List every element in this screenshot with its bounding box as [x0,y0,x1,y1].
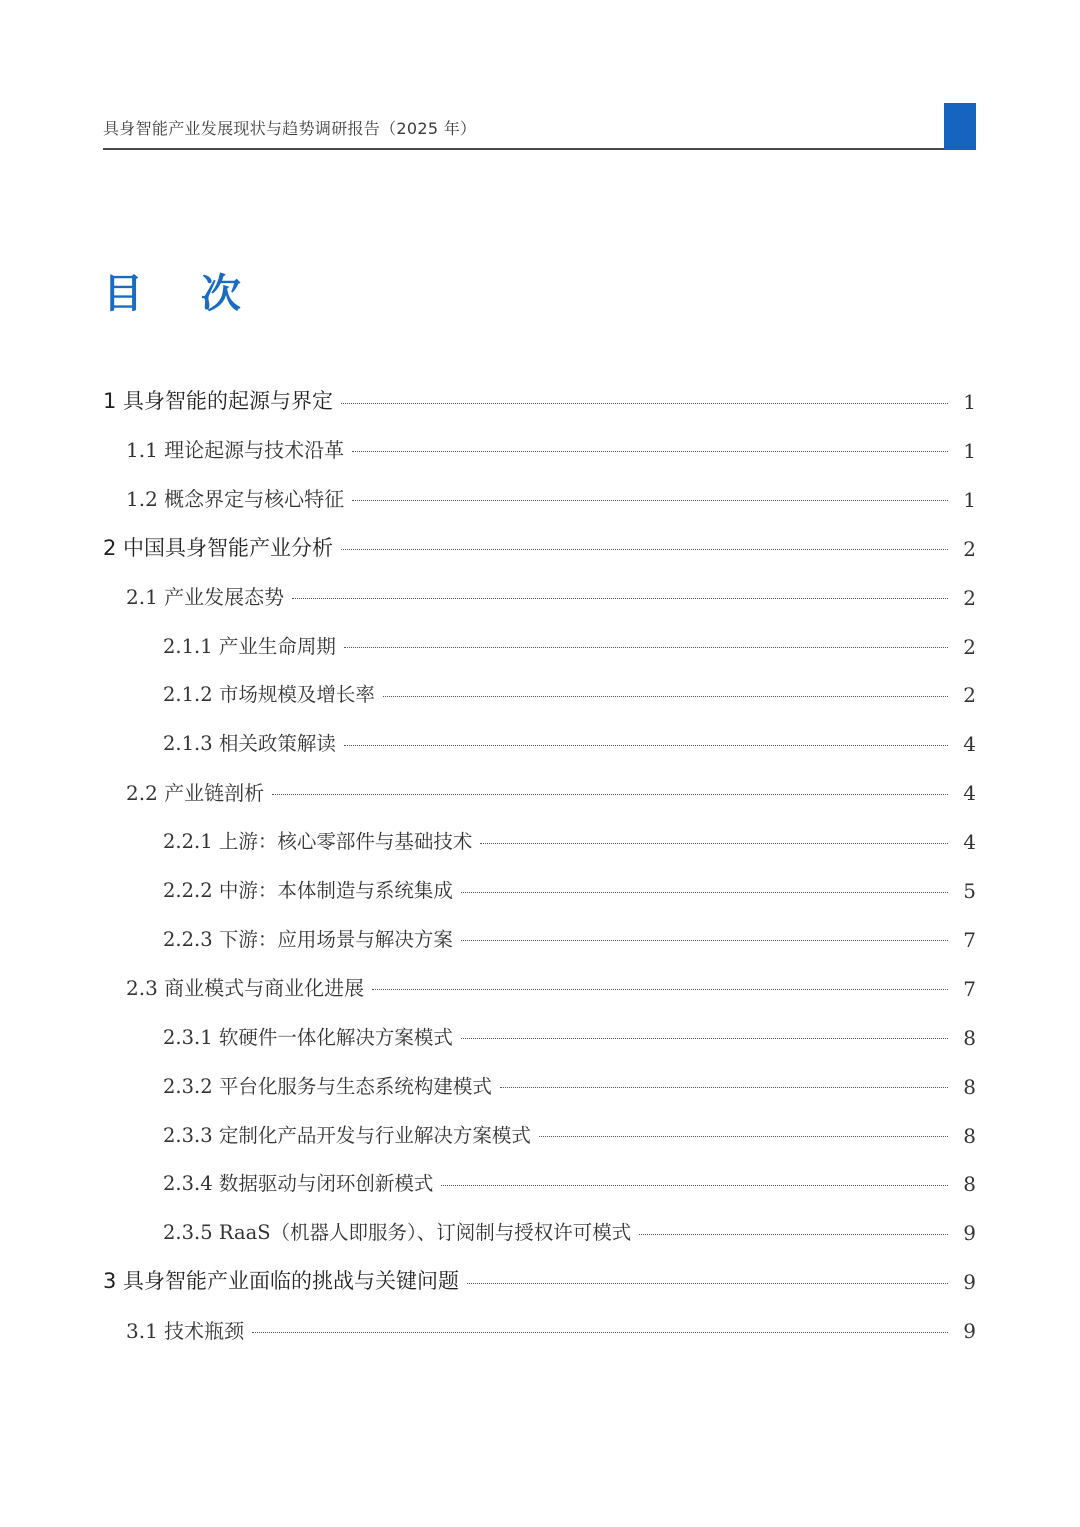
toc-page-number: 8 [963,1025,976,1050]
toc-entry[interactable] [163,1214,976,1248]
toc-page-number: 8 [963,1172,976,1197]
toc-page-number: 2 [963,683,976,708]
header-accent-block [944,103,976,150]
toc-entry[interactable] [163,1019,976,1053]
toc-entry-label: 2.2.2 中游：本体制造与系统集成 [163,879,453,902]
toc-leader-dots [500,1087,948,1088]
toc-entry-label: 2.3.5 RaaS（机器人即服务）、订阅制与授权许可模式 [163,1221,632,1245]
toc-page-number: 7 [963,927,976,952]
toc-entry[interactable] [126,579,976,613]
toc-entry-label: 2.2.1 上游：核心零部件与基础技术 [163,830,473,854]
toc-leader-dots [352,500,948,501]
toc-page-number: 2 [963,536,976,561]
toc-page-number: 9 [963,1319,976,1344]
toc-entry-label: 2.3.1 软硬件一体化解决方案模式 [163,1025,453,1049]
toc-entry-label: 2.1 产业发展态势 [126,585,285,610]
toc-page-number: 1 [963,438,976,463]
toc-leader-dots [341,403,948,404]
toc-leader-dots [341,549,948,550]
toc-entry-label: 2.2.3 下游：应用场景与解决方案 [163,927,453,951]
toc-heading: 目 次 [103,271,263,317]
toc-leader-dots [639,1234,948,1235]
toc-leader-dots [441,1185,948,1186]
toc-page-number: 4 [963,781,976,806]
toc-entry-label: 2.2 产业链剖析 [126,780,265,805]
toc-entry[interactable] [163,872,976,906]
toc-entry-label: 2.3.2 平台化服务与生态系统构建模式 [163,1074,492,1098]
toc-page-number: 5 [963,879,976,903]
toc-leader-dots [372,989,948,990]
toc-leader-dots [461,1038,948,1039]
toc-page-number: 7 [963,976,976,1001]
toc-entry-label: 3.1 技术瓶颈 [126,1318,245,1343]
toc-entry-label: 1 具身智能的起源与界定 [103,389,334,413]
header-title: 具身智能产业发展现状与趋势调研报告（2025 年） [103,119,477,138]
toc-page-number: 2 [963,634,976,659]
toc-leader-dots [539,1136,948,1137]
toc-entry[interactable] [126,432,976,466]
toc-entry[interactable] [163,1117,976,1151]
toc-entry-label: 2.3.3 定制化产品开发与行业解决方案模式 [163,1123,531,1147]
toc-leader-dots [292,598,948,599]
toc-leader-dots [383,696,948,697]
toc-entry[interactable] [126,774,976,808]
toc-entry[interactable] [163,1165,976,1199]
toc-page-number: 2 [963,585,976,610]
toc-entry[interactable] [163,823,976,857]
toc-page-number: 4 [963,732,976,757]
toc-page-number: 1 [963,487,976,512]
header-rule [103,148,976,150]
toc-leader-dots [461,892,948,893]
toc-page-number: 9 [963,1221,976,1246]
toc-entry[interactable] [163,676,976,710]
toc-entry[interactable] [103,383,976,417]
toc-entry-label: 1.1 理论起源与技术沿革 [126,438,345,463]
toc-page-number: 8 [963,1074,976,1099]
toc-entry-label: 2.1.2 市场规模及增长率 [163,683,375,707]
toc-entry-label: 2.1.1 产业生命周期 [163,634,336,658]
toc-entry-label: 2.1.3 相关政策解读 [163,732,336,756]
page-header [103,103,976,150]
toc-entry[interactable] [163,921,976,955]
toc-page-number: 1 [963,390,976,414]
toc-entry[interactable] [103,1263,976,1297]
toc-leader-dots [480,843,948,844]
toc-entry[interactable] [126,970,976,1004]
toc-page-number: 4 [963,830,976,855]
toc-entry-label: 2 中国具身智能产业分析 [103,535,334,560]
toc-leader-dots [272,794,948,795]
toc-page-number: 8 [963,1123,976,1148]
toc-entry-label: 2.3.4 数据驱动与闭环创新模式 [163,1172,434,1196]
toc-entry[interactable] [103,530,976,564]
toc-entry-label: 2.3 商业模式与商业化进展 [126,976,365,1001]
toc-entry[interactable] [163,628,976,662]
toc-entry[interactable] [163,1068,976,1102]
toc-entry[interactable] [163,725,976,759]
toc-leader-dots [344,745,948,746]
toc-leader-dots [252,1332,948,1333]
toc-leader-dots [467,1283,948,1284]
toc-entry[interactable] [126,1312,976,1346]
toc-entry-label: 3 具身智能产业面临的挑战与关键问题 [103,1269,460,1294]
toc-leader-dots [352,451,948,452]
toc-page-number: 9 [963,1270,976,1295]
toc-leader-dots [461,940,948,941]
toc-entry-label: 1.2 概念界定与核心特征 [126,487,345,512]
toc-entry[interactable] [126,481,976,515]
toc-leader-dots [344,647,948,648]
